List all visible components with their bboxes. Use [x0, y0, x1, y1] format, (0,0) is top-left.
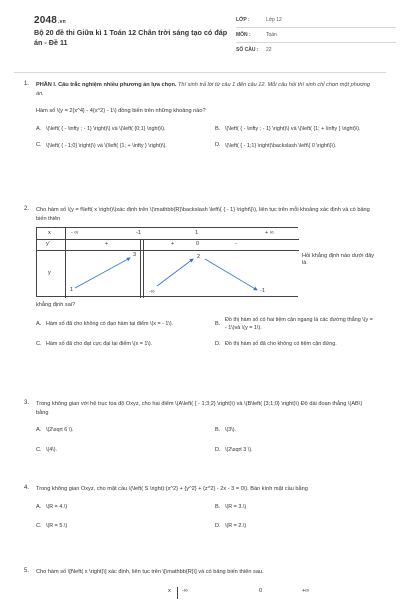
x-value: +∞ [302, 588, 310, 594]
part-title: PHẦN I. Câu trắc nghiệm nhiều phương án lựa chọn. [36, 82, 177, 88]
x-label: x [48, 230, 51, 237]
question-text: Cho hàm số \(y = f\left( x \right)\)xác định trên \(\mathbb{R}\backslash \left\{ { - 1} \right\}\), liên tục trên mỗi khoảng xác định và có bảng biến thiên [36, 207, 370, 222]
option-d[interactable]: D. \(\left( { - 1;1} \right)\backslash \left\{ 0 \right\}\). [215, 142, 337, 149]
question-5 [24, 568, 376, 577]
x-value: 1 [195, 230, 199, 237]
sign: 0 [196, 241, 200, 248]
option-d[interactable]: D. \(R = 2.\) [215, 523, 247, 530]
question-text: Trong không gian với hệ trục tọa độ Oxyz, cho hai điểm \(A\left( { - 1;3;2} \right)\) và \(B\left( {3;1;0} \right)\) Độ dài đoạn thẳng \(AB\) bằng [36, 401, 363, 416]
option-a[interactable]: A. \(\left( { - \infty ; - 1} \right)\) và \(\left( {0;1} \right)\). [36, 125, 166, 133]
option-b[interactable]: B. \(R = 3.\) [215, 503, 247, 510]
meta-key: SỐ CÂU : [236, 47, 259, 54]
x-value: -1 [136, 230, 141, 237]
meta-key: LỚP : [236, 16, 250, 23]
option-c[interactable]: C. Hàm số đã cho đạt cực đại tại điểm \(x = 1\). [36, 341, 153, 348]
question-number: 5. [24, 568, 30, 574]
header-divider [14, 72, 386, 73]
question-1 [24, 81, 376, 150]
x-value: + ∞ [265, 230, 274, 237]
option-b[interactable]: B. Đồ thị hàm số có hai tiệm cận ngang là các đường thẳng \(y = - 1\)và \(y = 1\). [215, 316, 373, 332]
answer-options [36, 125, 376, 150]
question-text-continued: khẳng định sai? [36, 302, 76, 309]
option-a[interactable]: A. \(2\sqrt 6 \). [36, 427, 74, 434]
option-a[interactable]: A. \(R = 4.\) [36, 503, 68, 510]
x-value: -∞ [182, 588, 188, 594]
sign: + [105, 241, 109, 248]
answer-options [36, 503, 376, 531]
site-logo[interactable]: 2048.vn [34, 15, 66, 26]
question-number: 1. [24, 81, 30, 87]
meta-key: MÔN : [236, 31, 251, 38]
table-divider [177, 587, 178, 599]
meta-value: Lớp 12 [266, 16, 282, 23]
y-value: 1 [70, 287, 74, 294]
part-note: Thí sinh trả lời từ câu 1 đến câu 12. Mỗi câu hỏi thí sinh chỉ chọn một phương án. [36, 82, 371, 97]
option-d[interactable]: D. \(2\sqrt 3 \). [215, 446, 253, 453]
question-number: 3. [24, 400, 30, 406]
side-question: Hỏi khẳng định nào dưới đây là [302, 253, 375, 267]
x-label: x [168, 588, 171, 594]
variation-arrows [37, 228, 299, 298]
meta-row-subject [236, 28, 396, 43]
option-c[interactable]: C. \(4\). [36, 446, 58, 453]
option-d[interactable]: D. Đồ thị hàm số đã cho không có tiệm cận đứng. [215, 341, 337, 348]
question-number: 2. [24, 206, 30, 212]
exam-title: Bộ 20 đề thi Giữa kì 1 Toán 12 Chân trời sáng tạo có đáp án - Đề 11 [34, 28, 228, 48]
x-value: - ∞ [71, 230, 79, 237]
answer-options [36, 426, 376, 454]
option-c[interactable]: C. \(R = 5.\) [36, 523, 68, 530]
meta-value: Toán [266, 31, 277, 38]
sign: + [171, 241, 175, 248]
y-value: -∞ [149, 289, 155, 296]
y-prime-label: y' [46, 241, 50, 248]
question-2 [24, 206, 376, 349]
question-text: Cho hàm số \[f\left( x \right)\] xác định, liên tục trên \[\mathbb{R}\] và có bảng biến thiên sau. [36, 569, 264, 575]
option-a[interactable]: A. Hàm số đã cho không có đạo hàm tại điểm \(x = - 1\). [36, 320, 174, 328]
question-3 [24, 400, 376, 454]
exam-meta [236, 13, 396, 58]
variation-table [36, 227, 298, 297]
option-c[interactable]: C. \(\left( { - 1;0} \right)\) và \(\left( {1; + \infty } \right)\). [36, 142, 167, 149]
y-value: 3 [133, 252, 137, 259]
question-text: Trong không gian Oxyz, cho mặt cầu \(\left( S \right):{x^2} + {y^2} + {z^2} - 2x - 3 = 0\). Bán kính mặt cầu bằng [36, 486, 308, 492]
y-value: 2 [197, 254, 201, 261]
option-b[interactable]: B. \(3\). [215, 427, 237, 434]
part-instructions [36, 81, 376, 98]
variation-table-5 [165, 585, 310, 599]
meta-row-class [236, 13, 396, 28]
meta-value: 22 [266, 47, 272, 54]
meta-row-count [236, 43, 396, 58]
question-4 [24, 485, 376, 530]
answer-options [36, 316, 376, 349]
y-label: y [48, 270, 51, 277]
y-value: -1 [260, 288, 265, 295]
x-value: 0 [259, 588, 263, 594]
question-number: 4. [24, 485, 30, 491]
exam-header [14, 0, 386, 70]
option-b[interactable]: B. \(\left( { - \infty ; - 1} \right)\) và \(\left( {1; + \infty } \right)\). [215, 125, 361, 133]
question-text: Hàm số \(y = 2{x^4} - 4{x^2} - 1\) đồng biến trên những khoảng nào? [36, 108, 206, 115]
sign: - [235, 241, 237, 248]
